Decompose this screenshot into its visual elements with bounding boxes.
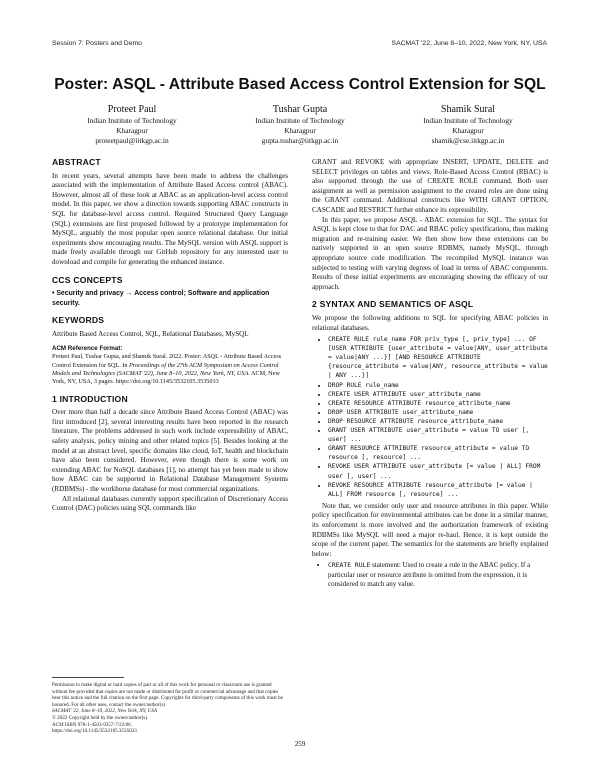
syntax-statement: • CREATE RULE rule_name FOR priv_type [, priv_type] ... OF [USER ATTRIBUTE {user_attribute = value|ANY, user_attribute = value|ANY ...}] [AND RESOURCE ATTRIBUTE {resource_attribute = value|ANY, resource_attribute = value | ANY ...}]: [328, 335, 548, 380]
left-column: [52, 158, 288, 514]
author-city: Kharagpur: [284, 126, 316, 135]
author-affiliation: Indian Institute of Technology: [255, 116, 345, 125]
syntax-statement: • REVOKE RESOURCE ATTRIBUTE resource_attribute [= value | ALL] FROM resource [, resource] ...: [328, 481, 548, 499]
syntax-statement: • GRANT USER ATTRIBUTE user_attribute = value TO user [, user] ...: [328, 426, 548, 444]
keywords-heading: KEYWORDS: [52, 314, 105, 325]
author-affiliation: Indian Institute of Technology: [87, 116, 177, 125]
page-number: 259: [294, 740, 306, 748]
footnote-venue: SACMAT '22, June 8–10, 2022, New York, NY, USA: [52, 708, 157, 715]
ccs-heading: CCS CONCEPTS: [52, 274, 123, 285]
syntax-intro: We propose the following additions to SQL for specifying ABAC policies in relational databases.: [312, 313, 548, 332]
syntax-statement: • CREATE RESOURCE ATTRIBUTE resource_attribute_name: [328, 399, 548, 408]
author-city: Kharagpur: [116, 126, 148, 135]
acm-reference-rest: ACM, New York, NY, USA, 3 pages. https://doi.org/10.1145/3532105.3535033: [52, 370, 280, 386]
ccs-text: • Security and privacy → Access control; Software and application security.: [52, 290, 270, 307]
syntax-statement: • GRANT RESOURCE ATTRIBUTE resource_attribute = value TO resource [, resource] ...: [328, 444, 548, 462]
footnote-doi: https://doi.org/10.1145/3532105.3535033: [52, 728, 137, 735]
syntax-statement-list: [312, 335, 548, 499]
syntax-note: Note that, we consider only user and resource attributes in this paper. While policy specification for environmental attributes can be done in a similar manner, its enforcement is more involved and the authorization framework of existing RDBMSs like MySQL will need a major re-haul. Hence, it is kept outside the scope of the current paper. The semantics for the statements are briefly explained below:: [312, 501, 548, 558]
right-column: [312, 158, 548, 593]
author-1: [52, 104, 212, 146]
acm-reference: [52, 345, 288, 386]
footnote-copyright: © 2022 Copyright held by the owner/author(s).: [52, 714, 149, 721]
syntax-statement: • DROP USER ATTRIBUTE user_attribute_name: [328, 408, 548, 417]
author-affiliation: Indian Institute of Technology: [423, 116, 513, 125]
syntax-statement: • CREATE USER ATTRIBUTE user_attribute_name: [328, 390, 548, 399]
semantics-list: [312, 561, 548, 589]
semantics-item: [328, 561, 548, 589]
syntax-statement: • DROP RULE rule_name: [328, 381, 548, 390]
running-header-left: Session 7: Posters and Demo: [52, 40, 142, 47]
intro-paragraph-2: All relational databases currently support specification of Discretionary Access Control (DAC) policies using SQL commands like: [52, 494, 288, 513]
create-rule-description: statement: Used to create a rule in the ABAC policy. If a particular user or resource attribute is omitted from the expression, it is considered to match any value.: [328, 561, 531, 589]
footnote: [52, 682, 288, 735]
author-email: shamik@cse.iitkgp.ac.in: [431, 136, 505, 145]
acm-reference-label: ACM Reference Format:: [52, 345, 123, 353]
abstract-text: In recent years, several attempts have been made to address the challenges associated with the implementation of Attribute Based Access control (ABAC). However, almost all of these look at ABAC as an application-level access control model. In this paper, we show a direction towards supporting ABAC constructs in SQL for database-level access control. Required Structured Query Language (SQL) extensions are first proposed followed by a prototype implementation for MySQL, arguably the most popular open source relational database. Our initial experiments show encouraging results. The MySQL version with ASQL support is made freely available through our GitHub repository for any interested user to download and compile for generating the enhanced instance.: [52, 171, 288, 266]
paper-title: Poster: ASQL - Attribute Based Access Control Extension for SQL: [54, 76, 546, 93]
footnote-permission: Permission to make digital or hard copies of part or all of this work for personal or classroom use is granted without fee provided that copies are not made or distributed for profit or commercial advantage and that copies bear this notice and the full citation on the first page. Copyrights for third-party components of this work must be honored. For all other uses, contact the owner/author(s).: [52, 682, 283, 708]
running-header-right: SACMAT '22, June 8–10, 2022, New York, NY, USA: [391, 40, 547, 47]
author-name: Tushar Gupta: [272, 104, 328, 115]
intro-contribution-paragraph: In this paper, we propose ASQL - ABAC extension for SQL. The syntax for ASQL is kept close to that for DAC and RBAC policy specifications, thus making migration and re-training easier. We then show how these extensions can be natively supported in an open source RDBMS, namely MySQL, through appropriate source code modification. The recompiled MySQL instance was subjected to testing with varying degrees of load in terms of ABAC components. Results of these initial experiments are encouraging showing the efficacy of our approach.: [312, 215, 548, 291]
author-3: [388, 104, 548, 146]
footnote-rule: [52, 677, 124, 678]
author-block: [52, 104, 548, 146]
author-email: gupta.tushar@iitkgp.ac.in: [261, 136, 339, 145]
abstract-heading: ABSTRACT: [52, 157, 101, 167]
author-name: Proteet Paul: [107, 104, 157, 115]
footnote-isbn: ACM ISBN 978-1-4503-9357-7/22/06.: [52, 721, 132, 728]
intro-continued-paragraph: GRANT and REVOKE with appropriate INSERT, UPDATE, DELETE and SELECT privileges on tables and views. Role-Based Access Control (RBAC) is also supported through the use of CREATE ROLE command. Both user assignment as well as permission assignment to the created roles are done using the GRANT command. Additional constructs like WITH GRANT OPTION, CASCADE and RESTRICT further enhance its expressibility.: [312, 158, 548, 214]
intro-paragraph-1: Over more than half a decade since Attribute Based Access Control (ABAC) was first introduced [2], several interesting results have been reported in the research literature. The problems addressed in such work include expressibility of ABAC, safety analysis, policy mining and other related topics [5]. Besides looking at the model at an abstract level, specific domains like cloud, IoT, health and blockchain have also been considered. However, even though there is some work on extending ABAC for NoSQL databases [1], no attempt has yet been made to show how ABAC can be supported in Relational Database Management Systems (RDBMSs) - the workhorse database for most commercial organizations.: [52, 408, 288, 493]
author-name: Shamik Sural: [440, 104, 496, 115]
syntax-statement: • DROP RESOURCE ATTRIBUTE resource_attribute_name: [328, 417, 548, 426]
author-city: Kharagpur: [452, 126, 484, 135]
create-rule-keyword: CREATE RULE: [328, 561, 371, 570]
author-email: proteetpaul@iitkgp.ac.in: [95, 136, 169, 145]
author-2: [220, 104, 380, 146]
intro-heading: 1 INTRODUCTION: [52, 393, 128, 404]
acm-reference-authors: Proteet Paul, Tushar Gupta, and Shamik Sural. 2022. Poster: ASQL - Attribute Based Access Control Extension for SQL. In: [52, 353, 282, 369]
syntax-statement: • REVOKE USER ATTRIBUTE user_attribute [= value | ALL] FROM user [, user] ...: [328, 462, 548, 480]
acm-reference-venue: Proceedings of the 27th ACM Symposium on Access Control Models and Technologies (SACMAT '22), June 8–10, 2022, New York, NY, USA.: [52, 361, 279, 378]
keywords-text: Attribute Based Access Control, SQL, Relational Databases, MySQL: [52, 329, 249, 338]
syntax-heading: 2 SYNTAX AND SEMANTICS OF ASQL: [312, 299, 474, 310]
